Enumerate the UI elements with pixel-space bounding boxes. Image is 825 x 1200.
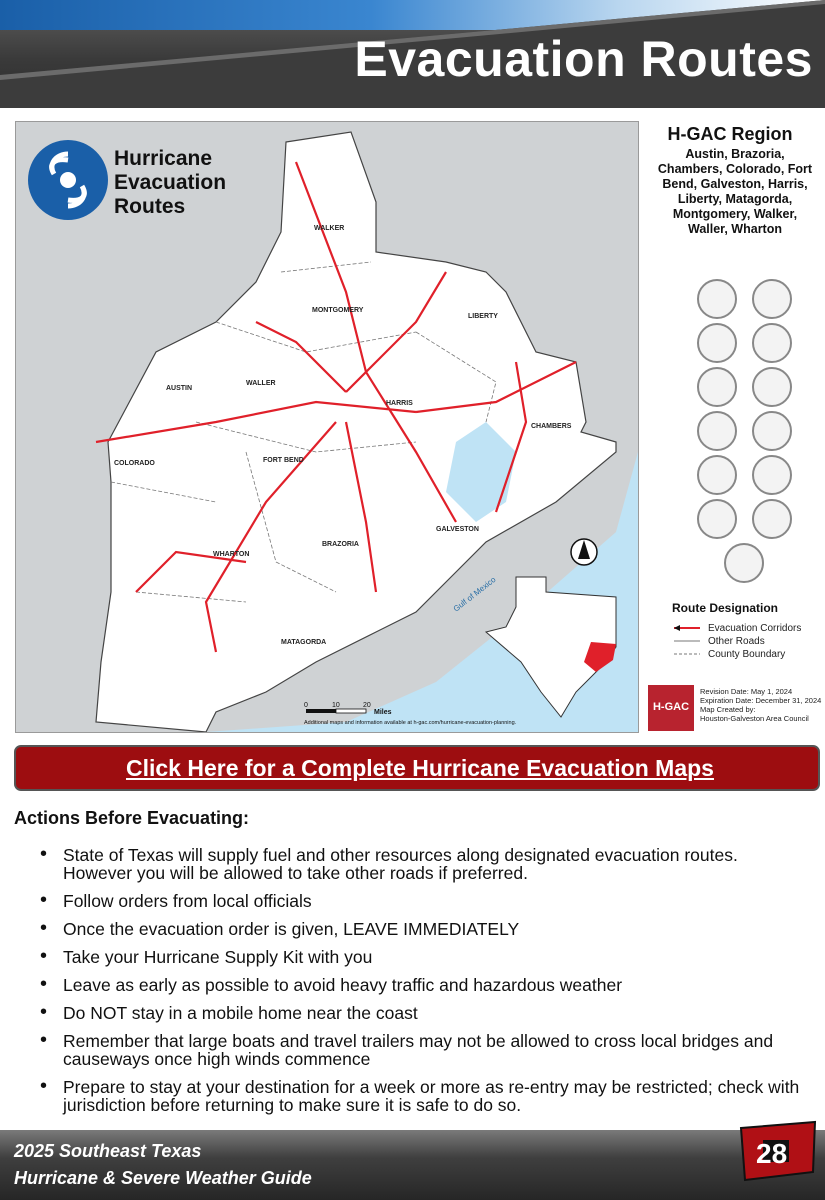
revision-date: Revision Date: May 1, 2024 xyxy=(700,687,793,696)
other-roads-swatch-icon xyxy=(672,637,702,645)
page-number: 28 xyxy=(756,1138,788,1169)
logo-line-2: Evacuation xyxy=(114,171,227,194)
hgac-logo xyxy=(648,685,694,731)
route-designation-title: Route Designation xyxy=(672,601,779,615)
hgac-logo-text: H-GAC xyxy=(652,701,690,713)
county-seal-icon xyxy=(752,279,792,319)
county-label: WALLER xyxy=(246,380,276,387)
page-title: Evacuation Routes xyxy=(354,31,813,87)
county-label: COLORADO xyxy=(114,460,155,467)
county-label: AUSTIN xyxy=(166,385,193,392)
region-title: H-GAC Region xyxy=(667,124,793,144)
county-seal-icon xyxy=(752,323,792,363)
logo-line-3: Routes xyxy=(114,195,186,218)
logo-line-1: Hurricane xyxy=(114,147,213,170)
legend-county-boundary xyxy=(672,649,785,660)
actions-heading: Actions Before Evacuating: xyxy=(14,808,250,828)
county-seal-icon xyxy=(752,499,792,539)
map-graphic xyxy=(16,122,638,732)
county-seal-icon xyxy=(697,323,737,363)
gulf-label: Gulf of Mexico xyxy=(451,574,498,614)
scale-twenty: 20 xyxy=(363,702,371,709)
county-label: WHARTON xyxy=(213,551,250,558)
county-label: FORT BEND xyxy=(263,457,304,464)
county-label: BRAZORIA xyxy=(322,541,359,548)
hurricane-logo xyxy=(28,140,226,220)
footer-line-2: Hurricane & Severe Weather Guide xyxy=(14,1168,312,1188)
legend-other-roads xyxy=(672,636,765,647)
page-footer xyxy=(0,1130,825,1200)
page-header xyxy=(0,0,825,108)
list-item: • Leave as early as possible to avoid heavy traffic and hazardous weather xyxy=(40,976,810,994)
region-counties: Austin, Brazoria, Chambers, Colorado, Fort Bend, Galveston, Harris, Liberty, Matagorda, Montgomery, Walker, Waller, Wharton xyxy=(657,147,813,236)
county-label: WALKER xyxy=(314,225,345,232)
county-label: GALVESTON xyxy=(436,526,479,533)
legend-label: Other Roads xyxy=(708,636,765,647)
county-seal-icon xyxy=(724,543,764,583)
county-seal-icon xyxy=(697,499,737,539)
county-label: CHAMBERS xyxy=(531,423,572,430)
hurricane-eye xyxy=(60,172,76,188)
county-label: MATAGORDA xyxy=(281,639,327,646)
list-item: • Take your Hurricane Supply Kit with you xyxy=(40,948,810,966)
expiration-date: Expiration Date: December 31, 2024 xyxy=(700,696,822,705)
evacuation-map xyxy=(15,121,639,733)
map-footnote: Additional maps and information available at h-gac.com/hurricane-evacuation-planning. xyxy=(304,720,517,726)
evacuation-corridor-swatch-icon xyxy=(672,624,702,632)
scale-zero: 0 xyxy=(304,702,308,709)
county-label: HARRIS xyxy=(386,400,413,407)
map-creator: Houston-Galveston Area Council xyxy=(700,714,809,723)
list-item: • State of Texas will supply fuel and other resources along designated evacuation routes. However you will be allowed to take other roads if preferred. xyxy=(40,846,810,882)
scale-unit: Miles xyxy=(374,709,392,716)
north-arrow-icon xyxy=(571,539,597,565)
list-item: • Follow orders from local officials xyxy=(40,892,810,910)
actions-list xyxy=(40,846,810,1124)
county-seal-icon xyxy=(752,367,792,407)
list-item: • Prepare to stay at your destination for a week or more as re-entry may be restricted; check with jurisdiction before returning to make sure it is safe to do so. xyxy=(40,1078,810,1114)
scale-bar-light xyxy=(336,709,366,713)
county-seal-icon xyxy=(697,455,737,495)
county-seal-icon xyxy=(697,367,737,407)
list-item: • Do NOT stay in a mobile home near the coast xyxy=(40,1004,810,1022)
scale-bar xyxy=(304,702,392,716)
list-item: • Once the evacuation order is given, LEAVE IMMEDIATELY xyxy=(40,920,810,938)
county-seal-icon xyxy=(697,411,737,451)
map-legend-panel xyxy=(645,121,825,733)
map-created-by: Map Created by: xyxy=(700,705,756,714)
scale-ten: 10 xyxy=(332,702,340,709)
evacuation-maps-banner[interactable] xyxy=(14,745,820,791)
county-seal-icon xyxy=(697,279,737,319)
legend-label: Evacuation Corridors xyxy=(708,623,802,634)
county-seal-icon xyxy=(752,455,792,495)
county-seal-icon xyxy=(752,411,792,451)
county-boundary-swatch-icon xyxy=(672,650,702,658)
county-label: MONTGOMERY xyxy=(312,307,364,314)
revision-info xyxy=(700,687,821,723)
scale-bar-dark xyxy=(306,709,336,713)
evacuation-maps-link[interactable]: Click Here for a Complete Hurricane Evacuation Maps xyxy=(126,755,714,781)
county-label: LIBERTY xyxy=(468,313,498,320)
footer-line-1: 2025 Southeast Texas xyxy=(14,1141,202,1161)
legend-label: County Boundary xyxy=(708,649,786,660)
list-item: • Remember that large boats and travel trailers may not be allowed to cross local bridges and causeways once high winds commence xyxy=(40,1032,810,1068)
legend-evacuation-corridors xyxy=(672,623,801,634)
